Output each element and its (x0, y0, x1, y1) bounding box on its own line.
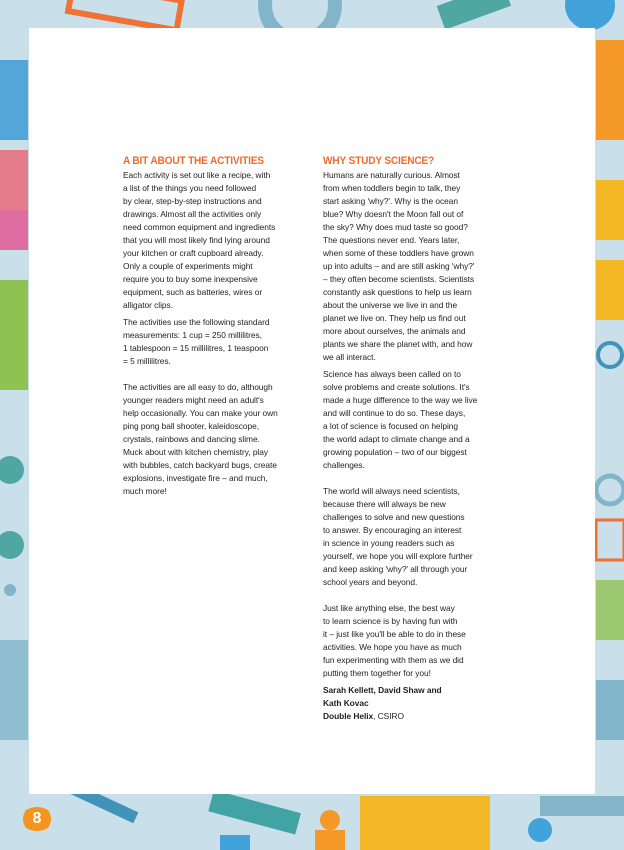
authors: Sarah Kellett, David Shaw and Kath Kovac (323, 685, 442, 708)
paragraph: Just like anything else, the best way to learn science is by having fun with it – just like you'll be able to do in these activities. We hope you have as much fun experimenting with them as we did putting them together for you! (323, 603, 466, 678)
paragraph: Humans are naturally curious. Almost from when toddlers begin to talk, they start asking 'why?'. Why is the ocean blue? Why doesn't the Moon fall out of the sky? Why does mud taste so good? The questions never end. Years later, when some of these toddlers have grown up into adults – and are still asking 'why?' – they often become scientists. Scientists constantly ask questions to help us learn about the universe we live in and the planet we live on. They help us find out more about ourselves, the animals and plants we share the planet with, and how we all interact. (323, 170, 475, 362)
heading-why-study-science: WHY STUDY SCIENCE? (323, 155, 435, 167)
heading-about-activities: A BIT ABOUT THE ACTIVITIES (123, 155, 264, 167)
paragraph: The world will always need scientists, because there will always be new challenges to solve and new questions to answer. By encouraging an interest in science in young readers such as yourself, we hope you will explore further and keep asking 'why?' all through your school years and beyond. (323, 486, 473, 587)
content-page (29, 28, 595, 794)
paragraph: The activities are all easy to do, although younger readers might need an adult's help occasionally. You can make your own ping pong ball shooter, kaleidoscope, crystals, rainbows and dancing slime. Muck about with kitchen chemistry, play with bubbles, catch backyard bugs, create explosions, investigate fire – and much, much more! (123, 382, 278, 496)
paragraph: Science has always been called on to solve problems and create solutions. It's made a huge difference to the way we live and will continue to do so. These days, a lot of science is focused on helping the world adapt to climate change and a growing population – two of our biggest challenges. (323, 369, 478, 470)
org-name: Double Helix (323, 711, 374, 721)
organisation (323, 710, 505, 723)
paragraph: The activities use the following standard measurements: 1 cup = 250 millilitres, 1 tablespoon = 15 millilitres, 1 teaspoon = 5 millilitres. (123, 317, 270, 366)
page-number-badge (22, 806, 52, 832)
page-number: 8 (32, 810, 42, 827)
section-why-study-science (323, 154, 505, 723)
org-suffix: , CSIRO (373, 711, 404, 721)
section-about-activities (123, 154, 305, 502)
paragraph: Each activity is set out like a recipe, with a list of the things you need followed by clear, step-by-step instructions and drawings. Almost all the activities only need common equipment and ingredients that you will most likely find lying around your kitchen or craft cupboard already. Only a couple of experiments might require you to buy some inexpensive equipment, such as batteries, wires or alligator clips. (123, 170, 276, 310)
